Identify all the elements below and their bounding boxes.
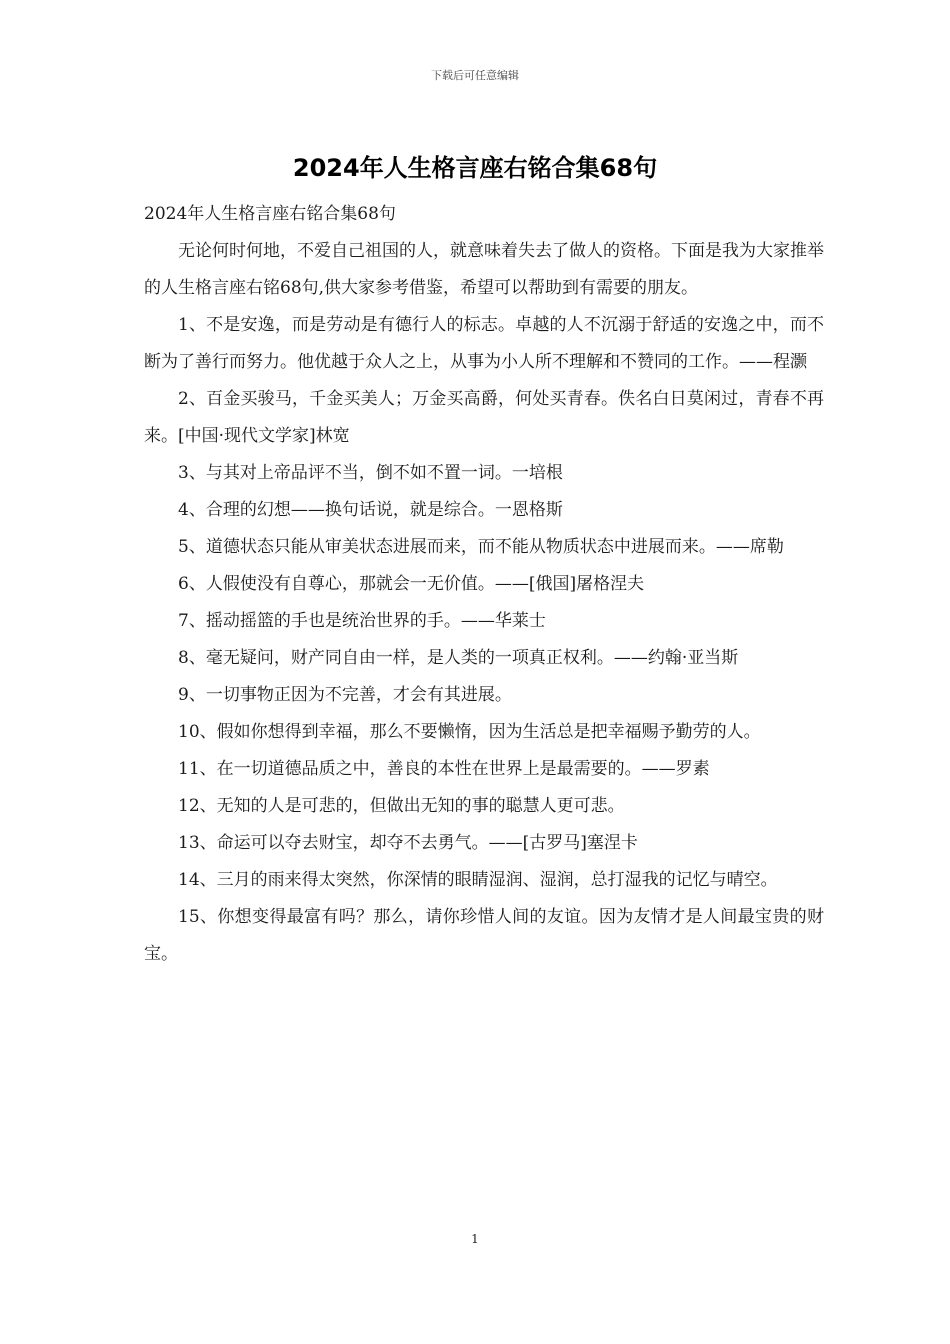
quote-paragraph: 14、三月的雨来得太突然，你深情的眼睛湿润、湿润，总打湿我的记忆与晴空。: [178, 870, 778, 890]
quote-paragraph: 10、假如你想得到幸福，那么不要懒惰，因为生活总是把幸福赐予勤劳的人。: [178, 722, 761, 742]
document-body: [144, 196, 824, 973]
intro-paragraph: 无论何时何地，不爱自己祖国的人，就意味着失去了做人的资格。下面是我为大家推举的人生格言座右铭68句,供大家参考借鉴，希望可以帮助到有需要的朋友。: [144, 241, 824, 298]
quote-paragraph: 15、你想变得最富有吗？那么，请你珍惜人间的友谊。因为友情才是人间最宝贵的财宝。: [144, 907, 824, 964]
quote-paragraph: 6、人假使没有自尊心，那就会一无价值。——[俄国]屠格涅夫: [178, 574, 645, 594]
quote-paragraph: 12、无知的人是可悲的，但做出无知的事的聪慧人更可悲。: [178, 796, 625, 816]
quote-paragraph: 2、百金买骏马，千金买美人；万金买高爵，何处买青春。佚名白日莫闲过，青春不再来。[中国·现代文学家]林宽: [144, 389, 824, 446]
page-number: 1: [471, 1232, 479, 1246]
quote-paragraph: 11、在一切道德品质之中，善良的本性在世界上是最需要的。——罗素: [178, 759, 710, 779]
quote-paragraph: 1、不是安逸，而是劳动是有德行人的标志。卓越的人不沉溺于舒适的安逸之中，而不断为了善行而努力。他优越于众人之上，从事为小人所不理解和不赞同的工作。——程灏: [144, 315, 824, 372]
header-note: 下载后可任意编辑: [431, 69, 519, 82]
quote-paragraph: 9、一切事物正因为不完善，才会有其进展。: [178, 685, 512, 705]
document-title: 2024年人生格言座右铭合集68句: [292, 154, 658, 182]
quote-paragraph: 3、与其对上帝品评不当，倒不如不置一词。一培根: [178, 463, 563, 483]
quote-paragraph: 13、命运可以夺去财宝，却夺不去勇气。——[古罗马]塞涅卡: [178, 833, 638, 853]
document-subtitle: 2024年人生格言座右铭合集68句: [144, 204, 396, 224]
quote-paragraph: 8、毫无疑问，财产同自由一样，是人类的一项真正权利。——约翰·亚当斯: [178, 648, 739, 668]
quote-paragraph: 7、摇动摇篮的手也是统治世界的手。——华莱士: [178, 611, 546, 631]
quote-paragraph: 4、合理的幻想——换句话说，就是综合。一恩格斯: [178, 500, 563, 520]
quote-paragraph: 5、道德状态只能从审美状态进展而来，而不能从物质状态中进展而来。——席勒: [178, 537, 784, 557]
